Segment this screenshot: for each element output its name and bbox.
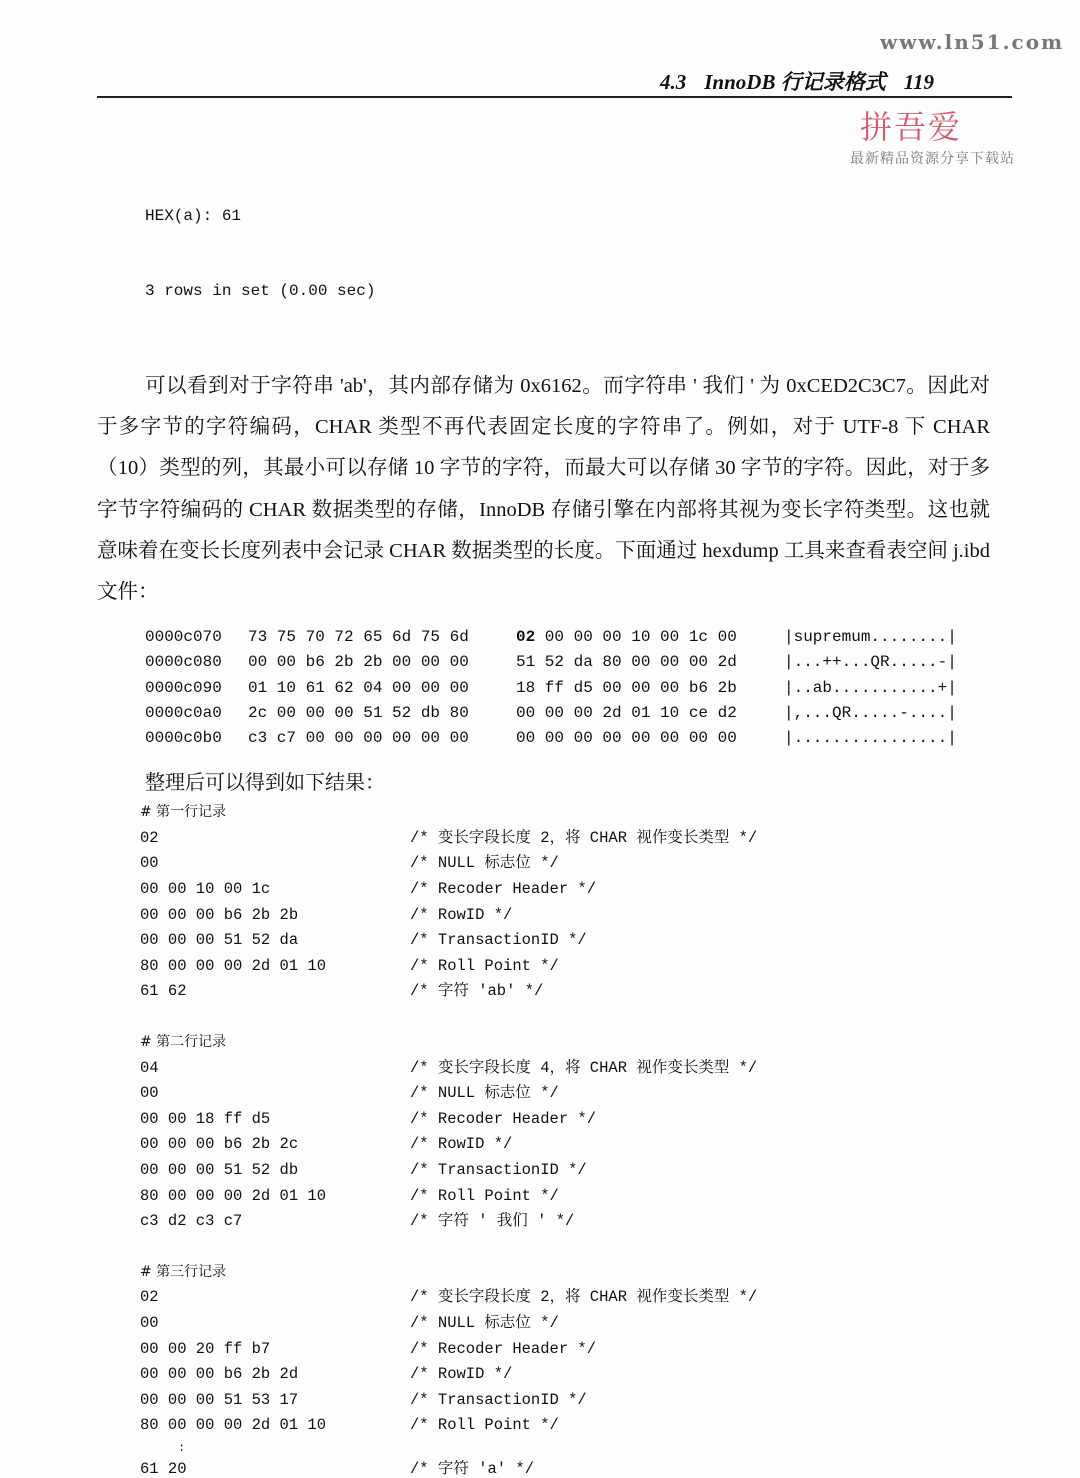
record-comment: /* 变长字段长度 4，将 CHAR 视作变长类型 */: [410, 1058, 758, 1077]
record-comment: /* TransactionID */: [410, 931, 587, 950]
record-hex: 00 00 20 ff b7: [140, 1339, 271, 1358]
continuation-mark: :: [178, 1440, 186, 1455]
summary-heading: 整理后可以得到如下结果：: [145, 770, 385, 795]
record-row: [140, 1132, 1080, 1158]
record-hex: 00 00 00 b6 2b 2b: [140, 905, 299, 924]
record-row: [140, 1457, 1080, 1478]
hexdump-block: [145, 625, 1080, 751]
header-rule: [97, 96, 1012, 98]
record-comment: /* RowID */: [410, 1365, 513, 1384]
record-comment: /* Recoder Header */: [410, 1339, 597, 1358]
record-hex: 61 62: [140, 982, 187, 1001]
page-body: [0, 154, 1080, 1478]
record-hex: 80 00 00 00 2d 01 10: [140, 1186, 327, 1205]
record-row: [140, 1081, 1080, 1107]
records-block: [0, 800, 1080, 1478]
body-paragraph: 可以看到对于字符串 'ab'，其内部存储为 0x6162。而字符串 ' 我们 ' 为 0xCED2C3C7。因此对于多字节的字符编码，CHAR 类型不再代表固定长度的字符串了。例如，对于 UTF-8 下 CHAR（10）类型的列，其最小可以存储 10 字节的字符，而最大可以存储 30 字节的字符。因此，对于多字节字符编码的 CHAR 数据类型的存储，InnoDB 存储引擎在内部将其视为变长字符类型。这也就意味着在变长长度列表中会记录 CHAR 数据类型的长度。下面通过 hexdump 工具来查看表空间 j.ibd 文件：: [97, 375, 990, 604]
record-comment: /* Roll Point */: [410, 1416, 559, 1435]
record-row: [140, 1184, 1080, 1210]
hex-ascii: |................|: [784, 729, 957, 748]
record-hex: 02: [140, 828, 159, 847]
record-block: [140, 1260, 1080, 1478]
record-comment: /* Recoder Header */: [410, 1109, 597, 1128]
record-hex: c3 d2 c3 c7: [140, 1212, 243, 1231]
record-row: [140, 1311, 1080, 1337]
record-row: [140, 1158, 1080, 1184]
record-comment: /* 字符 'a' */: [410, 1459, 535, 1478]
hexdump-row: [145, 676, 1080, 701]
hexdump-row: [145, 701, 1080, 726]
hex-bytes-low: 73 75 70 72 65 6d 75 6d: [248, 628, 469, 647]
sql-output: [145, 154, 1080, 354]
hex-bytes-low: 2c 00 00 00 51 52 db 80: [248, 703, 469, 722]
hex-bytes-high: [516, 701, 784, 726]
record-row: [140, 1362, 1080, 1388]
record-block: [140, 800, 1080, 1005]
record-hex: 80 00 00 00 2d 01 10: [140, 1416, 327, 1435]
record-row: [140, 1107, 1080, 1133]
hex-ascii: |supremum........|: [784, 628, 957, 647]
record-comment: /* 字符 ' 我们 ' */: [410, 1212, 575, 1231]
record-hex: 00: [140, 1313, 159, 1332]
record-row: [140, 1209, 1080, 1235]
record-comment: /* RowID */: [410, 905, 513, 924]
section-number: 4.3: [660, 70, 687, 94]
record-hex: 00: [140, 1084, 159, 1103]
hex-bytes: 00 00 00 00 00 00 00 00: [516, 729, 737, 748]
record-hex: 00 00 00 51 52 db: [140, 1160, 299, 1179]
code-line: HEX(a): 61: [145, 207, 242, 225]
record-hex: 00 00 00 b6 2b 2d: [140, 1365, 299, 1384]
record-row: [140, 851, 1080, 877]
record-comment: /* Roll Point */: [410, 1186, 559, 1205]
hex-offset: 0000c0b0: [145, 729, 222, 748]
record-row: [140, 928, 1080, 954]
record-hex: 02: [140, 1288, 159, 1307]
record-hex: 04: [140, 1058, 159, 1077]
record-comment: /* NULL 标志位 */: [410, 854, 559, 873]
section-title: InnoDB 行记录格式: [704, 70, 886, 94]
hexdump-row: [145, 650, 1080, 675]
watermark-name: 拼吾爱: [860, 108, 963, 146]
record-row: [140, 1388, 1080, 1414]
hex-bytes-high: [516, 650, 784, 675]
record-comment: /* 字符 'ab' */: [410, 982, 544, 1001]
hex-offset: 0000c0a0: [145, 703, 222, 722]
highlighted-byte: 02: [516, 628, 536, 647]
page-number: 119: [903, 70, 935, 94]
record-block: [140, 1030, 1080, 1235]
record-row: [140, 954, 1080, 980]
record-row: [140, 1056, 1080, 1082]
record-hex: 00 00 00 51 53 17: [140, 1390, 299, 1409]
record-row: [140, 979, 1080, 1005]
hex-offset: 0000c090: [145, 678, 222, 697]
hex-offset: 0000c070: [145, 628, 222, 647]
hex-bytes-high: [516, 676, 784, 701]
record-comment: /* RowID */: [410, 1135, 513, 1154]
record-comment: /* Roll Point */: [410, 956, 559, 975]
record-row: [140, 1285, 1080, 1311]
hex-ascii: |...++...QR.....-|: [784, 653, 957, 672]
hex-bytes-high: [516, 726, 784, 751]
record-row: [140, 877, 1080, 903]
record-comment: /* Recoder Header */: [410, 880, 597, 899]
hex-bytes: 00 00 00 10 00 1c 00: [535, 628, 737, 647]
code-line: 3 rows in set (0.00 sec): [145, 282, 376, 300]
record-row: [140, 1337, 1080, 1363]
hex-bytes-high: [516, 625, 784, 650]
hex-bytes-low: 00 00 b6 2b 2b 00 00 00: [248, 653, 469, 672]
watermark-tagline: 最新精品资源分享下载站: [850, 151, 1015, 167]
record-hex: 00 00 00 b6 2b 2c: [140, 1135, 299, 1154]
record-comment: /* TransactionID */: [410, 1160, 587, 1179]
record-hex: 00 00 00 51 52 da: [140, 931, 299, 950]
record-row: [140, 826, 1080, 852]
record-row: [140, 1413, 1080, 1439]
record-comment: /* 变长字段长度 2，将 CHAR 视作变长类型 */: [410, 1288, 758, 1307]
hex-bytes-low: c3 c7 00 00 00 00 00 00: [248, 729, 469, 748]
hex-ascii: |..ab...........+|: [784, 678, 957, 697]
hex-bytes: 00 00 00 2d 01 10 ce d2: [516, 703, 737, 722]
record-comment: /* 变长字段长度 2，将 CHAR 视作变长类型 */: [410, 828, 758, 847]
running-header: [660, 66, 952, 96]
record-title: # 第二行记录: [140, 1033, 227, 1050]
record-hex: 80 00 00 00 2d 01 10: [140, 956, 327, 975]
hex-bytes-low: 01 10 61 62 04 00 00 00: [248, 678, 469, 697]
hexdump-row: [145, 625, 1080, 650]
hex-bytes: 18 ff d5 00 00 00 b6 2b: [516, 678, 737, 697]
record-comment: /* NULL 标志位 */: [410, 1313, 559, 1332]
record-hex: 00 00 18 ff d5: [140, 1109, 271, 1128]
record-title: # 第一行记录: [140, 804, 227, 821]
record-hex: 00 00 10 00 1c: [140, 880, 271, 899]
record-comment: /* NULL 标志位 */: [410, 1084, 559, 1103]
record-title: # 第三行记录: [140, 1263, 227, 1280]
watermark-url: www.ln51.com: [880, 30, 1065, 54]
hexdump-row: [145, 726, 1080, 751]
record-hex: 00: [140, 854, 159, 873]
record-hex: 61 20: [140, 1459, 187, 1478]
hex-ascii: |,...QR.....-....|: [784, 703, 957, 722]
record-row: [140, 903, 1080, 929]
hex-bytes: 51 52 da 80 00 00 00 2d: [516, 653, 737, 672]
record-comment: /* TransactionID */: [410, 1390, 587, 1409]
hex-offset: 0000c080: [145, 653, 222, 672]
